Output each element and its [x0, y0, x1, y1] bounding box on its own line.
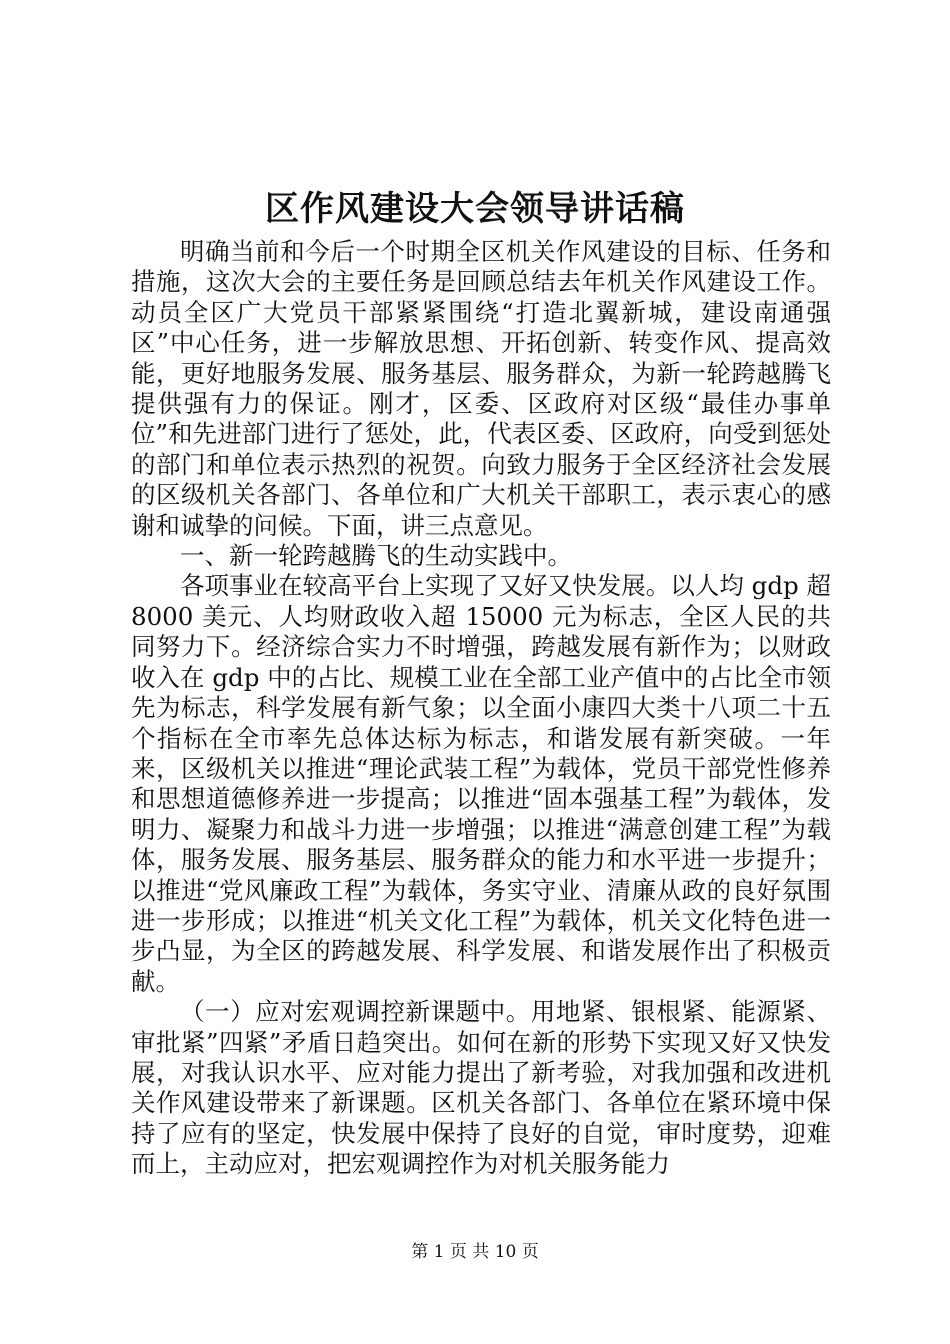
document-body	[131, 237, 831, 1180]
paragraph-intro: 明确当前和今后一个时期全区机关作风建设的目标、任务和措施，这次大会的主要任务是回顾总结去年机关作风建设工作。动员全区广大党员干部紧紧围绕“打造北翼新城，建设南通强区”中心任务，进一步解放思想、开拓创新、转变作风、提高效能，更好地服务发展、服务基层、服务群众，为新一轮跨越腾飞提供强有力的保证。刚才，区委、区政府对区级“最佳办事单位”和先进部门进行了惩处，此，代表区委、区政府，向受到惩处的部门和单位表示热烈的祝贺。向致力服务于全区经济社会发展的区级机关各部门、各单位和广大机关干部职工，表示衷心的感谢和诚挚的问候。下面，讲三点意见。	[131, 237, 831, 540]
document-title: 区作风建设大会领导讲话稿	[265, 189, 685, 229]
paragraph-subsection-1: （一）应对宏观调控新课题中。用地紧、银根紧、能源紧、审批紧”四紧”矛盾日趋突出。如何在新的形势下实现又好又快发展，对我认识水平、应对能力提出了新考验，对我加强和改进机关作风建设带来了新课题。区机关各部门、各单位在紧环境中保持了应有的坚定，快发展中保持了良好的自觉，审时度势，迎难而上，主动应对，把宏观调控作为对机关服务能力	[131, 997, 831, 1179]
section-heading-1: 一、新一轮跨越腾飞的生动实践中。	[180, 541, 572, 571]
paragraph-achievements: 各项事业在较高平台上实现了又好又快发展。以人均 gdp 超 8000 美元、人均财政收入超 15000 元为标志，全区人民的共同努力下。经济综合实力不时增强，跨越发展有新作为；以财政收入在 gdp 中的占比、规模工业在全部工业产值中的占比全市领先为标志，科学发展有新气象；以全面小康四大类十八项二十五个指标在全市率先总体达标为标志，和谐发展有新突破。一年来，区级机关以推进“理论武装工程”为载体，党员干部党性修养和思想道德修养进一步提高；以推进“固本强基工程”为载体，发明力、凝聚力和战斗力进一步增强；以推进“满意创建工程”为载体，服务发展、服务基层、服务群众的能力和水平进一步提升；以推进“党风廉政工程”为载体，务实守业、清廉从政的良好氛围进一步形成；以推进“机关文化工程”为载体，机关文化特色进一步凸显，为全区的跨越发展、科学发展、和谐发展作出了积极贡献。	[131, 571, 831, 996]
page-footer: 第 1 页 共 10 页	[411, 1242, 539, 1262]
